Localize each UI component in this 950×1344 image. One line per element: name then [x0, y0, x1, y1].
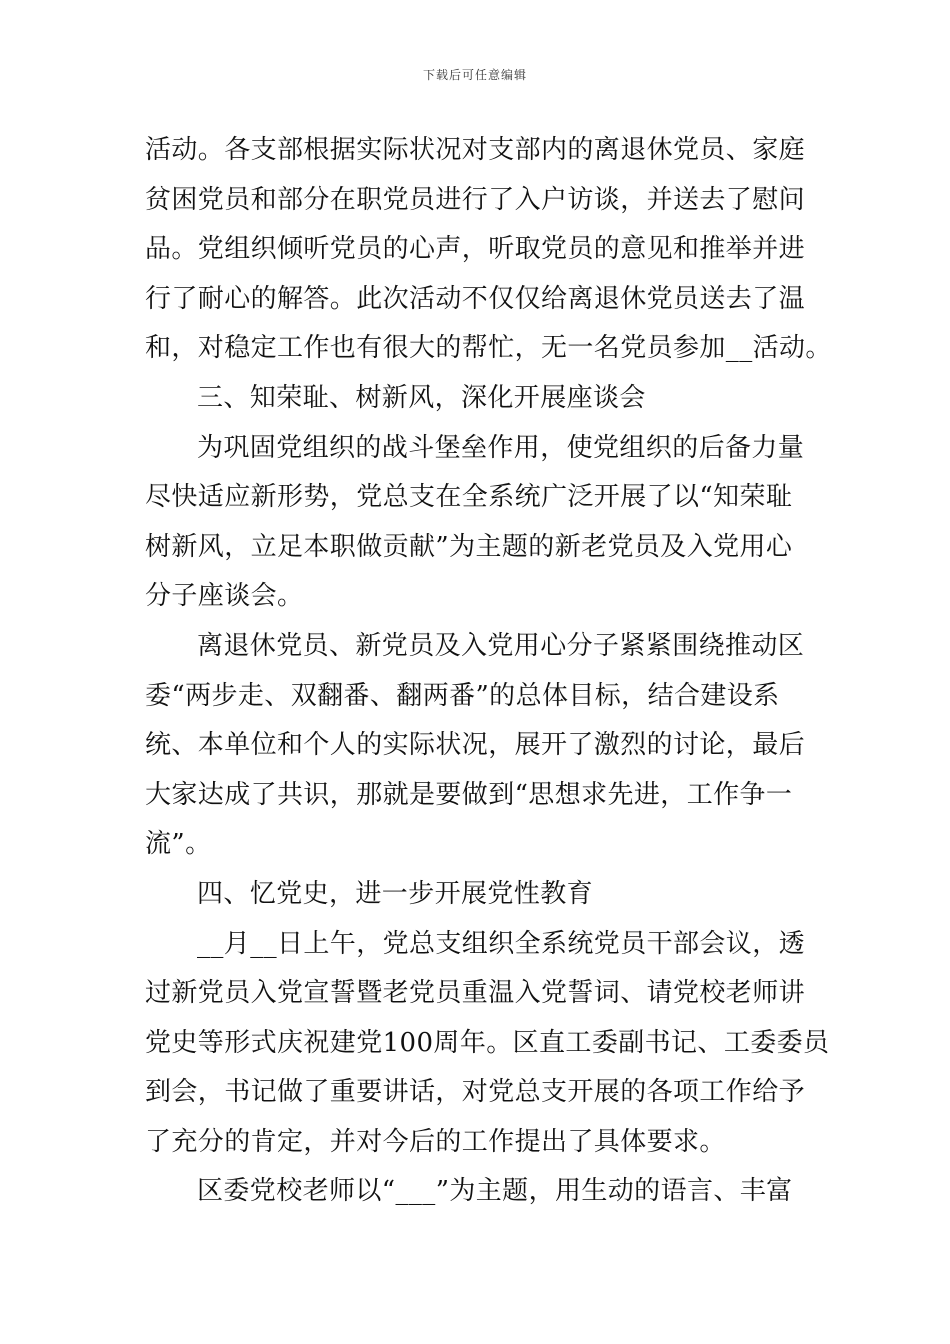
text-line: 和，对稳定工作也有很大的帮忙，无一名党员参加__活动。: [145, 333, 832, 364]
paragraph-start: 离退休党员、新党员及入党用心分子紧紧围绕推动区: [197, 630, 805, 661]
text-line: 委“两步走、双翻番、翻两番”的总体目标，结合建设系: [145, 680, 780, 711]
text-line: 行了耐心的解答。此次活动不仅仅给离退休党员送去了温: [145, 283, 806, 314]
text-line: 分子座谈会。: [145, 581, 304, 612]
text-line: 大家达成了共识，那就是要做到“思想求先进，工作争一: [145, 779, 793, 810]
paragraph-start: 区委党校老师以“___”为主题，用生动的语言、丰富: [197, 1176, 793, 1207]
text-line: 贫困党员和部分在职党员进行了入户访谈，并送去了慰问: [145, 184, 806, 215]
section-heading: 三、知荣耻、树新风，深化开展座谈会: [197, 382, 646, 413]
text-line: 到会，书记做了重要讲话，对党总支开展的各项工作给予: [145, 1077, 806, 1108]
section-heading: 四、忆党史，进一步开展党性教育: [197, 878, 594, 909]
text-line: 流”。: [145, 829, 212, 860]
text-line: 品。党组织倾听党员的心声，听取党员的意见和推举并进: [145, 234, 806, 265]
text-line: 了充分的肯定，并对今后的工作提出了具体要求。: [145, 1126, 726, 1157]
text-line: 统、本单位和个人的实际状况，展开了激烈的讨论，最后: [145, 730, 806, 761]
text-line: 活动。各支部根据实际状况对支部内的离退休党员、家庭: [145, 135, 806, 165]
paragraph-start: __月__日上午，党总支组织全系统党员干部会议，透: [197, 928, 806, 959]
text-line: 尽快适应新形势，党总支在全系统广泛开展了以“知荣耻: [145, 482, 793, 513]
text-line: 党史等形式庆祝建党100周年。区直工委副书记、工委委员: [145, 1027, 830, 1058]
paragraph-start: 为巩固党组织的战斗堡垒作用，使党组织的后备力量: [197, 432, 805, 463]
text-line: 树新风，立足本职做贡献”为主题的新老党员及入党用心: [145, 531, 793, 562]
page-header-note: 下载后可任意编辑: [422, 68, 527, 82]
document-body: [145, 126, 832, 1217]
text-line: 过新党员入党宣誓暨老党员重温入党誓词、请党校老师讲: [145, 978, 806, 1009]
